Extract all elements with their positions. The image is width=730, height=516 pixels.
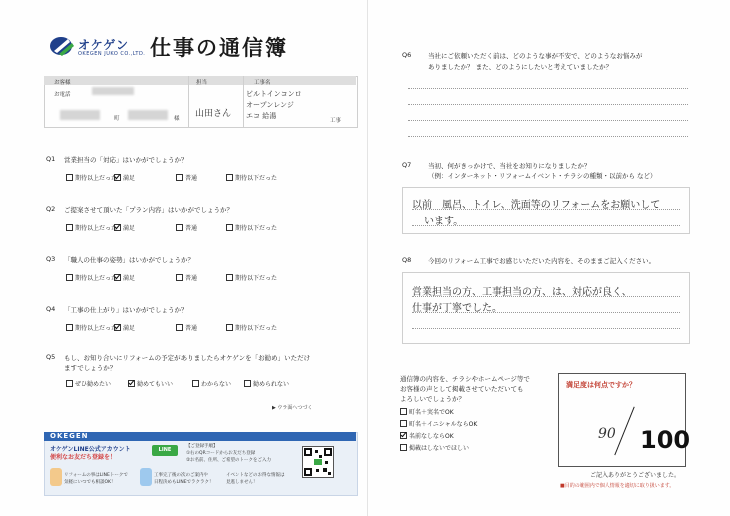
option-label: 期待以上だった [75, 325, 118, 332]
redacted-name [128, 110, 168, 120]
option-label: 町名＋実名でOK [409, 409, 454, 416]
option-label: 掲載はしないでほしい [409, 445, 470, 452]
q8-answer-line2: 仕事が丁寧でした。 [412, 303, 502, 314]
publish-question-line3: よろしいでしょうか？ [400, 395, 465, 403]
q5-option[interactable] [244, 379, 289, 388]
checkbox-icon[interactable] [176, 324, 183, 331]
banner-note-3: ②お名前、住所、ご希望のトークをご入力 [186, 458, 272, 463]
page-fold [367, 0, 368, 516]
checkbox-icon[interactable] [176, 174, 183, 181]
q5-option[interactable] [128, 379, 173, 388]
checkbox-icon[interactable] [400, 420, 407, 427]
checked-checkbox-icon[interactable] [114, 274, 121, 281]
phone-icon [140, 468, 152, 486]
option-label: 満足 [123, 225, 136, 232]
customer-name-label: お客様 [54, 80, 71, 86]
banner-feature-2b: 日程決めもLINEでラクラク！ [154, 480, 214, 485]
option-label: 町名＋イニシャルならOK [409, 421, 478, 428]
customer-phone-label: お電話 [54, 92, 71, 98]
checkbox-icon[interactable] [66, 380, 73, 387]
divider [243, 76, 244, 127]
q6-answer-line [408, 136, 688, 137]
checkbox-icon[interactable] [400, 444, 407, 451]
q3-option[interactable] [176, 273, 197, 282]
publish-option[interactable] [400, 443, 469, 452]
publish-option[interactable] [400, 431, 454, 440]
q3-option[interactable] [114, 273, 135, 282]
checkbox-icon[interactable] [66, 174, 73, 181]
checkbox-icon[interactable] [66, 224, 73, 231]
q6-answer-line [408, 88, 688, 89]
publish-question-line1: 通信簿の内容を、チラシやホームページ等で [400, 375, 530, 383]
checkbox-icon[interactable] [176, 274, 183, 281]
q8-answer-guide [412, 312, 680, 313]
banner-feature-2a: 工事完了後の次のご案内や [154, 473, 208, 478]
checked-checkbox-icon[interactable] [400, 432, 407, 439]
q8-answer-guide [412, 328, 680, 329]
q8-number: Q8 [402, 256, 412, 264]
q8-answer-guide [412, 296, 680, 297]
banner-feature-1a: リフォームの事はLINEトークで [64, 473, 128, 478]
publish-option[interactable] [400, 407, 454, 416]
work-value-line2: オープンレンジ [246, 101, 294, 109]
work-value-line1: ビルトインコンロ [246, 90, 302, 98]
q4-option[interactable] [176, 323, 197, 332]
option-label: 満足 [123, 275, 136, 282]
qr-code-icon [302, 446, 334, 478]
redacted-address [60, 110, 100, 120]
q7-answer-line1: 以前 風呂、トイレ、洗面等のリフォームをお願いして [412, 200, 661, 211]
divider [188, 76, 189, 127]
staff-label: 担当 [196, 80, 208, 86]
brand-subtitle: OKEGEN JUKO CO.,LTD. [78, 51, 146, 57]
option-label: 名前なしならOK [409, 433, 454, 440]
option-label: 期待以上だった [75, 225, 118, 232]
option-label: 満足 [123, 325, 136, 332]
checkbox-icon[interactable] [244, 380, 251, 387]
checkbox-icon[interactable] [226, 324, 233, 331]
banner-feature-3a: イベントなどのお得な情報は [226, 473, 285, 478]
banner-note-2: ①右のQRコードからお友だち登録 [186, 451, 256, 456]
q5-text-line2: ますでしょうか？ [64, 364, 117, 372]
q3-text: 「職人の仕事の姿勢」はいかがでしょうか？ [64, 256, 194, 264]
checkbox-icon[interactable] [226, 174, 233, 181]
line-badge: LINE [152, 445, 178, 456]
mascot-icon [50, 468, 62, 486]
banner-feature-1b: 気軽にいつでも相談OK！ [64, 480, 116, 485]
score-max: 100 [640, 426, 691, 454]
q7-answer-guide [412, 209, 680, 210]
checked-checkbox-icon[interactable] [128, 380, 135, 387]
work-suffix: 工事 [330, 118, 342, 124]
q2-option[interactable] [226, 223, 277, 232]
q2-option[interactable] [176, 223, 197, 232]
checkbox-icon[interactable] [226, 224, 233, 231]
q6-answer-line [408, 104, 688, 105]
q8-text: 今回のリフォーム工事でお感じいただいた内容を、そのままご記入ください。 [428, 257, 656, 265]
town-label: 町 [114, 116, 120, 122]
score-label: 満足度は何点ですか？ [566, 381, 636, 389]
option-label: 普通 [185, 275, 198, 282]
q1-option[interactable] [114, 173, 135, 182]
option-label: 期待以下だった [235, 325, 278, 332]
brand-name: オケゲン [78, 38, 130, 52]
checkbox-icon[interactable] [66, 274, 73, 281]
continue-note: ▶ ウラ面へつづく [272, 405, 313, 411]
q7-text-line2: （例：インターネット・リフォームイベント・チラシの種類・以前から など） [428, 172, 657, 180]
q1-option[interactable] [226, 173, 277, 182]
checked-checkbox-icon[interactable] [114, 324, 121, 331]
option-label: わからない [201, 381, 232, 388]
q3-option[interactable] [66, 273, 117, 282]
q3-number: Q3 [46, 255, 56, 263]
checked-checkbox-icon[interactable] [114, 174, 121, 181]
option-label: 期待以下だった [235, 175, 278, 182]
q4-option[interactable] [66, 323, 117, 332]
work-value-line3: エコ 給湯 [246, 112, 277, 120]
q8-answer-line1: 営業担当の方、工事担当の方、は、対応が良く、 [412, 287, 632, 298]
checkbox-icon[interactable] [400, 408, 407, 415]
thanks-text: ご記入ありがとうございました。 [590, 472, 681, 479]
option-label: 期待以上だった [75, 175, 118, 182]
checked-checkbox-icon[interactable] [114, 224, 121, 231]
q1-option[interactable] [66, 173, 117, 182]
q7-answer-guide [412, 225, 680, 226]
checkbox-icon[interactable] [192, 380, 199, 387]
q2-number: Q2 [46, 205, 56, 213]
option-label: ぜひ勧めたい [75, 381, 112, 388]
publish-option[interactable] [400, 419, 477, 428]
q5-option[interactable] [66, 379, 111, 388]
banner-feature-3b: 見逃しません！ [226, 480, 258, 485]
publish-question-line2: お客様の声として掲載させていただいても [400, 385, 524, 393]
q4-option[interactable] [226, 323, 277, 332]
banner-band [44, 432, 356, 441]
banner-title-line1: オケゲンLINE公式アカウント [50, 446, 131, 453]
q6-text-line2: ありましたか？ また、どのようにしたいと考えていましたか？ [428, 63, 613, 71]
q6-number: Q6 [402, 51, 412, 59]
q4-text: 「工事の仕上がり」はいかがでしょうか？ [64, 306, 188, 314]
option-label: 普通 [185, 225, 198, 232]
option-label: 普通 [185, 175, 198, 182]
banner-note-1: 【ご登録手順】 [186, 444, 218, 449]
option-label: 期待以上だった [75, 275, 118, 282]
sama-label: 様 [174, 116, 180, 122]
q7-text-line1: 当初、何がきっかけで、当社をお知りになりましたか？ [428, 162, 591, 170]
banner-band-text: OKEGEN [50, 432, 89, 440]
q1-option[interactable] [176, 173, 197, 182]
document-title: 仕事の通信簿 [150, 36, 288, 60]
q1-text: 営業担当の「対応」はいかがでしょうか？ [64, 156, 188, 164]
q2-text: ご提案させて頂いた「プラン内容」はいかがでしょうか？ [64, 206, 233, 214]
checkbox-icon[interactable] [66, 324, 73, 331]
score-value: 90 [598, 426, 616, 442]
q7-answer-line2: います。 [424, 216, 464, 227]
work-label: 工事名 [254, 80, 271, 86]
q2-option[interactable] [66, 223, 117, 232]
checkbox-icon[interactable] [176, 224, 183, 231]
banner-title-line2: 便利なお友だち登録を！ [50, 454, 117, 461]
option-label: 期待以下だった [235, 225, 278, 232]
q7-number: Q7 [402, 161, 412, 169]
option-label: 勧められない [253, 381, 290, 388]
option-label: 満足 [123, 175, 136, 182]
q2-option[interactable] [114, 223, 135, 232]
staff-value: 山田さん [195, 109, 232, 119]
checkbox-icon[interactable] [226, 274, 233, 281]
option-label: 普通 [185, 325, 198, 332]
redacted-phone [92, 87, 134, 95]
privacy-note: ■目的の範囲内で個人情報を適切に取り扱います。 [560, 483, 675, 489]
q4-number: Q4 [46, 305, 56, 313]
okegen-logo-icon [48, 34, 78, 58]
q4-option[interactable] [114, 323, 135, 332]
q5-text-line1: もし、お知り合いにリフォームの予定がありましたらオケゲンを「お勧め」いただけ [64, 354, 311, 362]
option-label: 期待以下だった [235, 275, 278, 282]
q5-option[interactable] [192, 379, 231, 388]
q5-number: Q5 [46, 353, 56, 361]
option-label: 勧めてもいい [137, 381, 174, 388]
q3-option[interactable] [226, 273, 277, 282]
q6-text-line1: 当社にご依頼いただく前は、どのような事が不安で、どのようなお悩みが [428, 52, 643, 60]
q1-number: Q1 [46, 155, 56, 163]
q6-answer-line [408, 120, 688, 121]
